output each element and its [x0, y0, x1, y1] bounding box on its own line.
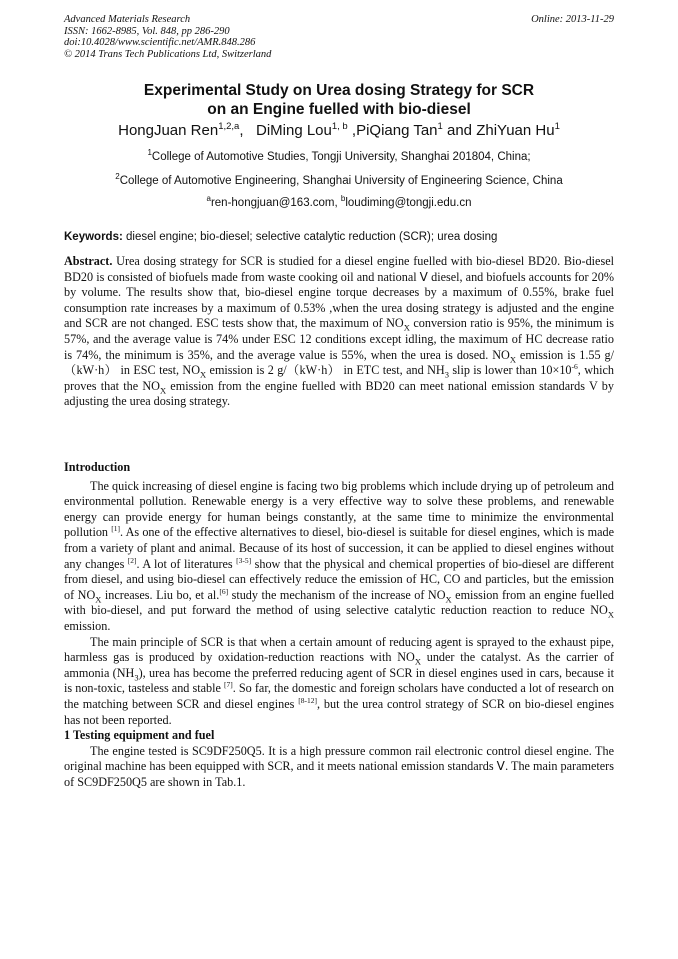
- abstract-text: emission is 2 g/（kW·h） in ETC test, and NH: [206, 363, 445, 378]
- citation[interactable]: [3-5]: [236, 555, 252, 565]
- author-affiliation-mark: 1: [554, 121, 560, 132]
- author-emails: [64, 196, 614, 210]
- subscript: X: [445, 594, 452, 605]
- title-line-2: on an Engine fuelled with bio-diesel: [207, 101, 471, 118]
- author-affiliation-mark: 1: [437, 121, 443, 132]
- subscript: X: [509, 354, 516, 364]
- paragraph-text: emission.: [64, 618, 111, 633]
- citation[interactable]: [7]: [224, 680, 233, 690]
- abstract-text: emission is 1.55 g/（kW·h） in ESC test, NO: [64, 347, 614, 378]
- subscript: X: [607, 609, 614, 620]
- citation[interactable]: [8-12]: [298, 695, 318, 705]
- paper-title: [64, 81, 614, 119]
- author-separator: ,: [239, 122, 256, 139]
- copyright-line: © 2014 Trans Tech Publications Ltd, Switzerland: [64, 48, 272, 60]
- subscript: X: [95, 594, 102, 605]
- subscript: X: [403, 322, 410, 333]
- email-link[interactable]: ren-hongjuan@163.com,: [210, 197, 341, 209]
- paragraph-text: . As one of the effective alternatives to diesel, bio-diesel is suitable for diesel engines, which is made from a variety of plant and animal. Because of its host of succession, it can be applied to diesel engines without any changes: [64, 525, 614, 571]
- paragraph-text: ), urea has become the preferred reducing agent of SCR in diesel engines used in cars, because it is non-toxic, tasteless and stable: [64, 665, 614, 696]
- section-heading: 1 Testing equipment and fuel: [64, 728, 215, 743]
- abstract-text: slip is lower than 10×10: [448, 363, 572, 378]
- author-name: ZhiYuan Hu: [476, 122, 555, 139]
- affiliation-mark: 2: [115, 172, 120, 182]
- email-mark: a: [206, 194, 211, 204]
- subscript: X: [414, 656, 421, 667]
- affiliation-text: College of Automotive Studies, Tongji University, Shanghai 201804, China;: [151, 151, 531, 163]
- paragraph-text: . A lot of literatures: [136, 556, 237, 571]
- subscript: 3: [134, 672, 139, 683]
- author-name: HongJuan Ren: [118, 122, 219, 139]
- author-name: DiMing Lou: [256, 122, 332, 139]
- subscript: 3: [444, 369, 449, 380]
- journal-name: Advanced Materials Research: [64, 14, 191, 25]
- author-affiliation-mark: 1,2,a: [218, 121, 240, 132]
- paragraph-text: study the mechanism of the increase of NO: [228, 587, 446, 602]
- abstract-text: emission from the engine fuelled with BD20 can meet national emission standards V by adjusting the urea dosing strategy.: [64, 378, 614, 409]
- citation[interactable]: [1]: [111, 524, 120, 534]
- paragraph-text: The quick increasing of diesel engine is facing two big problems which include drying up of petroleum and environmental pollution. Renewable energy is a very effective way to solve these problems, and renewable energy can provide energy for human beings constantly, at the same time to minimize the environmental pollution: [64, 478, 614, 540]
- superscript: -6: [571, 362, 578, 372]
- author-list: [64, 122, 614, 140]
- citation[interactable]: [6]: [219, 586, 229, 596]
- author-affiliation-mark: 1, b: [331, 121, 348, 132]
- abstract-text: Urea dosing strategy for SCR is studied for a diesel engine fuelled with bio-diesel BD20. Bio-diesel BD20 is consisted of biofuels made from waste cooking oil and national Ⅴ diesel, and biofuels accounts for 20% by volume. The results show that, bio-diesel engine torque decreases by a maximum of 0.55%, brake fuel consumption rate increases by a maximum of 0.53% ,when the urea dosing strategy is adjusted and the engine and SCR are not changed. ESC tests show that, the maximum of NO: [64, 254, 614, 331]
- paragraph-text: The main principle of SCR is that when a certain amount of reducing agent is sprayed to the exhaust pipe, harmless gas is produced by oxidation-reduction reactions with NO: [64, 634, 614, 665]
- issn-line: ISSN: 1662-8985, Vol. 848, pp 286-290: [64, 25, 230, 37]
- subscript: X: [159, 385, 167, 396]
- paragraph-text: emission from an engine fuelled with bio-diesel, and put forward the method of using selective catalytic reduction reaction to reduce NO: [64, 587, 614, 618]
- affiliation-2: [64, 174, 614, 188]
- abstract-label: Abstract.: [64, 254, 113, 268]
- subscript: X: [200, 369, 207, 380]
- paragraph-text: . So far, the domestic and foreign scholars have conducted a lot of research on the matching between SCR and diesel engines: [64, 681, 614, 711]
- email-link[interactable]: loudiming@tongji.edu.cn: [345, 197, 472, 209]
- keywords-text: diesel engine; bio-diesel; selective catalytic reduction (SCR); urea dosing: [122, 231, 498, 243]
- abstract-text: conversion ratio is 95%, the minimum is 57%, and the average value is 74% under ESC 12 conditions except idling, the maximum of HC decrease ratio is 74%, the minimum is 35%, and the average value is 55%, when the urea is dosed. NO: [64, 316, 615, 362]
- journal-header: [64, 14, 271, 60]
- abstract: [64, 254, 614, 410]
- author-separator: ,: [347, 122, 357, 139]
- author-name: PiQiang Tan: [356, 122, 438, 139]
- email-mark: b: [340, 194, 346, 204]
- keywords: [64, 230, 614, 244]
- paragraph: [64, 635, 614, 729]
- paragraph-text: under the catalyst. As the carrier of ammonia (NH: [64, 650, 614, 680]
- author-separator: and: [442, 122, 477, 139]
- section-heading: Introduction: [64, 460, 131, 474]
- online-date: Online: 2013-11-29: [531, 14, 614, 25]
- doi-line: doi:10.4028/www.scientific.net/AMR.848.286: [64, 37, 256, 49]
- affiliation-1: [64, 150, 614, 164]
- paragraph-text: increases. Liu bo, et al.: [101, 587, 220, 602]
- title-line-1: Experimental Study on Urea dosing Strategy for SCR: [143, 82, 535, 99]
- keywords-label: Keywords:: [64, 231, 123, 243]
- paragraph: [64, 479, 614, 635]
- paragraph: The engine tested is SC9DF250Q5. It is a high pressure common rail electronic control diesel engine. The original machine has been equipped with SCR, and it meets national emission standards Ⅴ. The main parameters of SC9DF250Q5 are shown in Tab.1.: [64, 743, 614, 789]
- abstract-text: , which proves that the NO: [64, 363, 614, 393]
- affiliation-text: College of Automotive Engineering, Shanghai University of Engineering Science, China: [119, 175, 563, 187]
- citation[interactable]: [2]: [127, 555, 137, 565]
- paragraph-text: show that the physical and chemical properties of bio-diesel are different from diesel, and using bio-diesel can effectively reduce the emission of HC, CO and particles, but the emission of NO: [64, 556, 614, 602]
- introduction-section: [64, 460, 614, 790]
- affiliation-mark: 1: [147, 148, 152, 158]
- paragraph-text: , but the urea control strategy of SCR on bio-diesel engines has not been reported.: [64, 696, 615, 727]
